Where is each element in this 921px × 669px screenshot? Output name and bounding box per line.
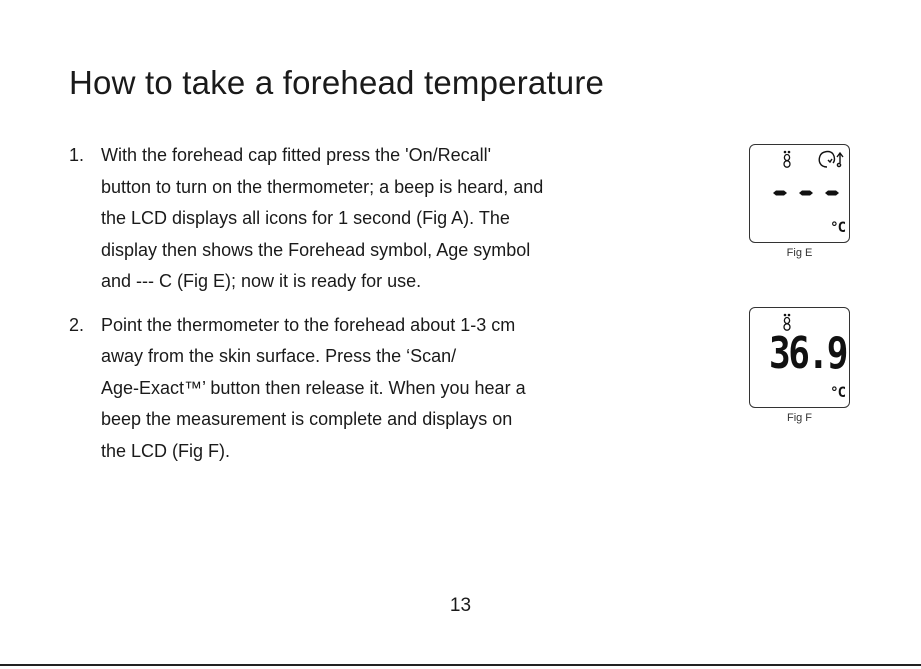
- step-line: and --- C (Fig E); now it is ready for use.: [101, 271, 422, 291]
- bottom-rule: [0, 664, 921, 666]
- page-number: 13: [449, 595, 472, 616]
- step-line: the LCD displays all icons for 1 second (Fig A). The: [101, 208, 510, 228]
- step-2: [69, 310, 629, 468]
- step-line: With the forehead cap fitted press the 'On/Recall': [101, 145, 492, 165]
- instruction-steps: [69, 140, 629, 467]
- celsius-unit: °C: [830, 385, 845, 401]
- lcd-display-reading: [749, 307, 850, 408]
- figure-caption: Fig F: [786, 412, 813, 424]
- figure-e: [749, 144, 850, 259]
- forehead-head-icon: [819, 152, 843, 167]
- figure-caption: Fig E: [786, 247, 813, 259]
- figure-f: [749, 307, 850, 424]
- lcd-display-ready: [749, 144, 850, 243]
- age-child-icon: [784, 151, 791, 168]
- step-number: 1.: [69, 145, 85, 165]
- step-line: Age-Exact™’ button then release it. When you hear a: [101, 377, 526, 398]
- step-1: [69, 140, 629, 298]
- celsius-unit: °C: [830, 220, 845, 236]
- step-line: button to turn on the thermometer; a beep is heard, and: [101, 176, 544, 197]
- page-title: How to take a forehead temperature: [69, 64, 605, 101]
- step-line: beep the measurement is complete and displays on: [101, 409, 513, 429]
- step-line: Point the thermometer to the forehead about 1-3 cm: [101, 314, 516, 335]
- step-text: [101, 310, 621, 468]
- step-number: 2.: [69, 314, 85, 335]
- step-line: the LCD (Fig F).: [101, 440, 231, 461]
- temperature-readout: 36.9: [769, 328, 847, 379]
- step-text: [101, 140, 621, 298]
- step-line: display then shows the Forehead symbol, Age symbol: [101, 239, 531, 260]
- step-line: away from the skin surface. Press the ‘Scan/: [101, 346, 457, 366]
- dash-segments: [773, 191, 839, 196]
